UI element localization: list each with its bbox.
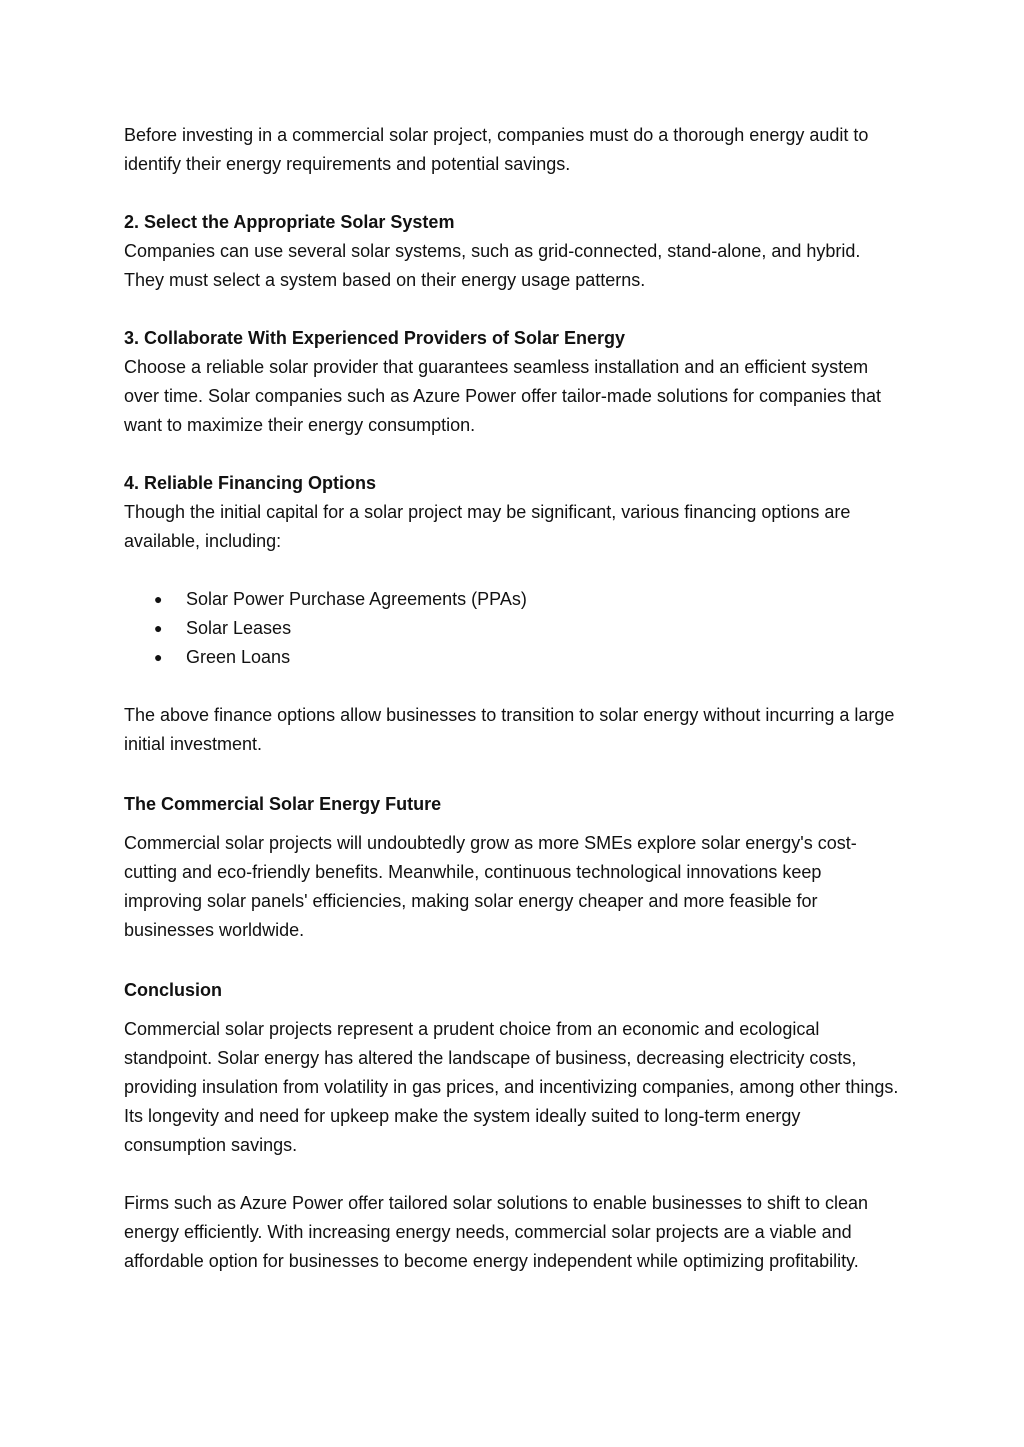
section-heading-providers: 3. Collaborate With Experienced Providers of Solar Energy: [124, 328, 625, 348]
spacer: [124, 440, 900, 469]
list-item-label: Solar Leases: [186, 618, 292, 638]
list-item-label: Green Loans: [186, 647, 291, 667]
bullet-icon: ●: [154, 591, 163, 607]
document-page: [124, 121, 900, 1276]
financing-note-paragraph: The above finance options allow businesses to transition to solar energy without incurring a large initial investment.: [124, 705, 895, 754]
spacer: [124, 819, 900, 829]
section-body-select-system: Companies can use several solar systems, such as grid-connected, stand-alone, and hybrid. They must select a system based on their energy usage patterns.: [124, 241, 861, 290]
spacer: [124, 1005, 900, 1015]
list-item-label: Solar Power Purchase Agreements (PPAs): [186, 589, 527, 609]
list-item: [124, 614, 900, 643]
section-body-providers: Choose a reliable solar provider that guarantees seamless installation and an efficient system over time. Solar companies such as Azure Power offer tailor-made solutions for companies that want to maximize their energy consumption.: [124, 357, 882, 435]
section-body-financing: Though the initial capital for a solar project may be significant, various financing options are available, including:: [124, 502, 851, 551]
intro-paragraph: Before investing in a commercial solar project, companies must do a thorough energy audit to identify their energy requirements and potential savings.: [124, 125, 869, 174]
bullet-icon: ●: [154, 649, 163, 665]
section-heading-select-system: 2. Select the Appropriate Solar System: [124, 212, 455, 232]
bullet-icon: ●: [154, 620, 163, 636]
conclusion-paragraph-1: Commercial solar projects represent a prudent choice from an economic and ecological standpoint. Solar energy has altered the landscape of business, decreasing electricity costs, providing insulation from volatility in gas prices, and incentivizing companies, among other things. Its longevity and need for upkeep make the system ideally suited to long-term energy consumption savings.: [124, 1019, 899, 1155]
spacer: [124, 556, 900, 585]
spacer: [124, 759, 900, 790]
spacer: [124, 672, 900, 701]
list-item: [124, 585, 900, 614]
future-heading: The Commercial Solar Energy Future: [124, 794, 442, 814]
section-heading-financing: 4. Reliable Financing Options: [124, 473, 377, 493]
spacer: [124, 945, 900, 976]
financing-options-list: [124, 585, 900, 672]
spacer: [124, 1160, 900, 1189]
list-item: [124, 643, 900, 672]
spacer: [124, 295, 900, 324]
spacer: [124, 179, 900, 208]
conclusion-heading: Conclusion: [124, 980, 222, 1000]
conclusion-paragraph-2: Firms such as Azure Power offer tailored solar solutions to enable businesses to shift to clean energy efficiently. With increasing energy needs, commercial solar projects are a viable and affordable option for businesses to become energy independent while optimizing profitability.: [124, 1193, 869, 1271]
future-paragraph: Commercial solar projects will undoubtedly grow as more SMEs explore solar energy's cost-cutting and eco-friendly benefits. Meanwhile, continuous technological innovations keep improving solar panels' efficiencies, making solar energy cheaper and more feasible for businesses worldwide.: [124, 833, 857, 940]
